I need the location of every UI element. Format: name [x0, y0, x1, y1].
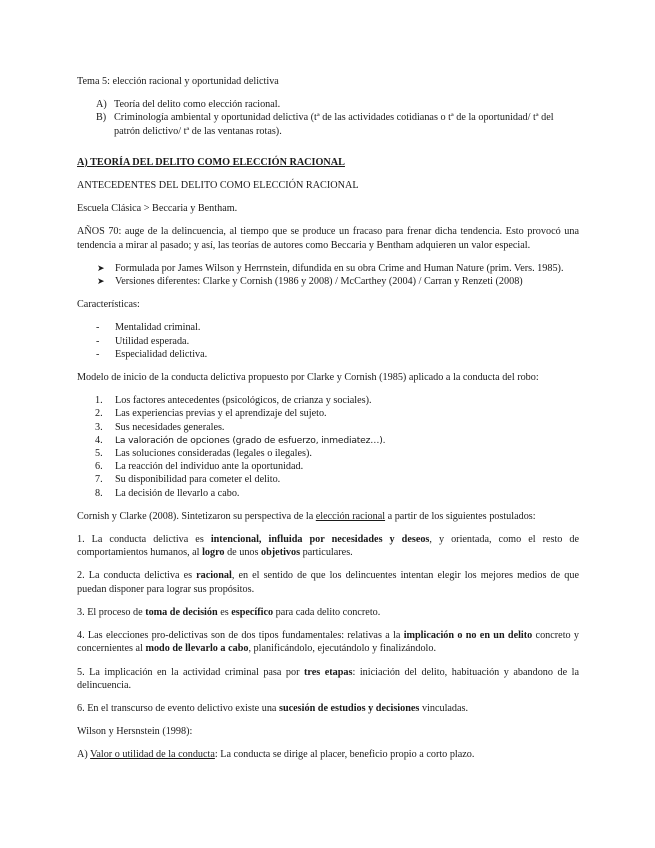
- list-item: - Mentalidad criminal.: [96, 322, 201, 334]
- list-item: - Especialidad delictiva.: [96, 348, 208, 360]
- caracteristicas-list: [77, 321, 579, 361]
- list-item: - Utilidad esperada.: [96, 335, 190, 347]
- list-item: 1. Los factores antecedentes (psicológicos, de crianza y sociales).: [95, 395, 372, 407]
- caracteristicas-label: Características:: [77, 299, 140, 311]
- postulado-2: 2. La conducta delictiva es racional, en el sentido de que los delincuentes intentan elegir los mejores medios de que puedan disponer para lograr sus propósitos.: [77, 570, 579, 595]
- postulado-6: 6. En el transcurso de evento delictivo existe una sucesión de estudios y decisiones vinculadas.: [77, 702, 469, 714]
- wilson-heading: Wilson y Hersnstein (1998):: [77, 726, 193, 738]
- arrow-icon: ➤: [97, 276, 105, 287]
- section-heading: A) TEORÍA DEL DELITO COMO ELECCIÓN RACIONAL: [77, 156, 345, 168]
- arrow-icon: ➤: [97, 262, 105, 273]
- anos-70-paragraph: AÑOS 70: auge de la delincuencia, al tiempo que se produce un fracaso para frenar dicha tendencia. Esto provocó una tendencia a mirar al pasado; y así, las teorías de autores como Beccaria y Bentham adquieren un valor especial.: [77, 226, 579, 251]
- escuela-clasica: Escuela Clásica > Beccaria y Bentham.: [77, 203, 238, 215]
- arrow-bullet-list: [77, 262, 579, 288]
- list-item: 2. Las experiencias previas y el aprendizaje del sujeto.: [95, 408, 327, 420]
- valor-utilidad-paragraph: A) Valor o utilidad de la conducta: La conducta se dirige al placer, beneficio propio a corto plazo.: [77, 749, 475, 761]
- list-item: 4. La valoración de opciones (grado de esfuerzo, inmediatez…).: [95, 434, 386, 446]
- list-item: 3. Sus necesidades generales.: [95, 421, 225, 433]
- list-item: ➤ Formulada por James Wilson y Herrnstein, difundida en su obra Crime and Human Nature (prim. Vers. 1985).: [97, 262, 564, 274]
- list-item: 5. Las soluciones consideradas (legales o ilegales).: [95, 448, 312, 460]
- list-item: ➤ Versiones diferentes: Clarke y Cornish (1986 y 2008) / McCarthey (2004) / Carran y Renzeti (2008): [97, 276, 523, 288]
- document-title: Tema 5: elección racional y oportunidad delictiva: [77, 76, 279, 87]
- list-item: 7. Su disponibilidad para cometer el delito.: [95, 474, 281, 486]
- modelo-intro: Modelo de inicio de la conducta delictiva propuesto por Clarke y Cornish (1985) aplicado a la conducta del robo:: [77, 372, 539, 384]
- list-item: 6. La reacción del individuo ante la oportunidad.: [95, 461, 304, 473]
- postulado-1: 1. La conducta delictiva es intencional, influida por necesidades y deseos, y orientada, como el resto de comportamientos humanos, al logro de unos objetivos particulares.: [77, 534, 580, 559]
- postulado-5: 5. La implicación en la actividad criminal pasa por tres etapas: iniciación del delito, habituación y abandono de la delincuencia.: [77, 666, 579, 691]
- topic-outline: [77, 98, 579, 138]
- list-item: 8. La decisión de llevarlo a cabo.: [95, 487, 240, 499]
- antecedentes-heading: ANTECEDENTES DEL DELITO COMO ELECCIÓN RACIONAL: [77, 180, 359, 192]
- modelo-steps-list: [77, 394, 579, 500]
- outline-item: B) Criminología ambiental y oportunidad delictiva (tª de las actividades cotidianas o tª de la oportunidad/ tª del patrón delictivo/ tª de las ventanas rotas).: [96, 112, 554, 137]
- outline-item: A) Teoría del delito como elección racional.: [96, 99, 281, 111]
- cornish-clarke-paragraph: Cornish y Clarke (2008). Sintetizaron su perspectiva de la elección racional a partir de los siguientes postulados:: [77, 510, 536, 522]
- postulado-3: 3. El proceso de toma de decisión es específico para cada delito concreto.: [77, 606, 381, 618]
- postulado-4: 4. Las elecciones pro-delictivas son de dos tipos fundamentales: relativas a la implicación o no en un delito concreto y concernientes al modo de llevarlo a cabo, planificándolo, ejecutándolo y finalizándolo.: [77, 630, 580, 655]
